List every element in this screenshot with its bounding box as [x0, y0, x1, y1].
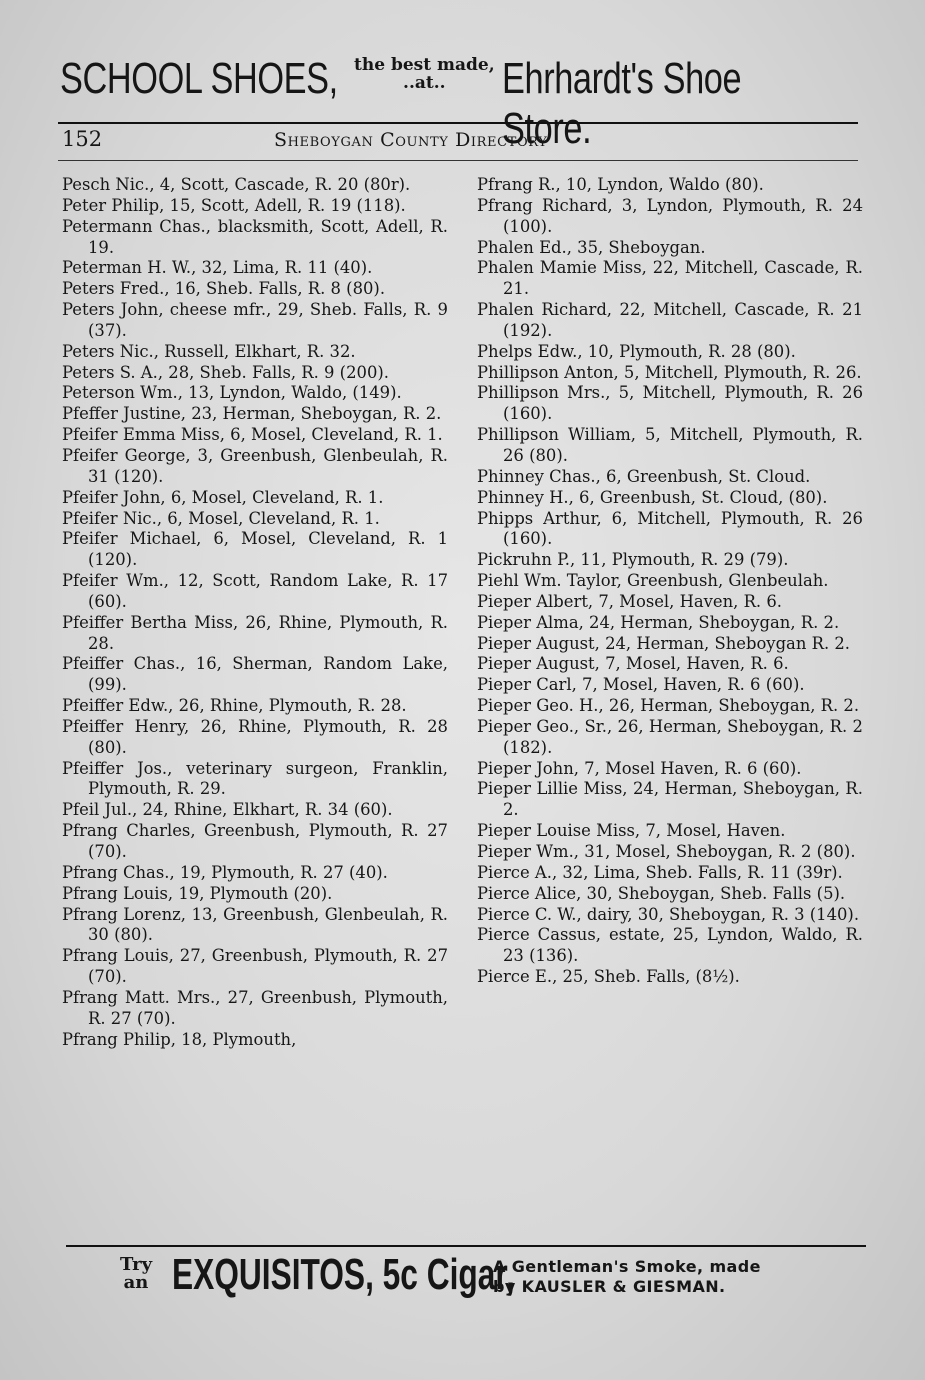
directory-entry: Pieper Carl, 7, Mosel, Haven, R. 6 (60). [477, 675, 805, 695]
directory-entry: Peters John, cheese mfr., 29, Sheb. Falls, R. 9 (37). [62, 300, 448, 340]
top-rule [58, 122, 858, 124]
directory-entry: Peters S. A., 28, Sheb. Falls, R. 9 (200). [62, 362, 389, 382]
directory-entry: Pfeil Jul., 24, Rhine, Elkhart, R. 34 (60). [62, 800, 393, 820]
directory-entry: Pieper Alma, 24, Herman, Sheboygan, R. 2. [477, 612, 840, 632]
directory-entry: Pfrang Louis, 27, Greenbush, Plymouth, R. 27 (70). [62, 946, 448, 987]
ad-try: Try [120, 1254, 153, 1275]
ad-school-shoes: SCHOOL SHOES, [60, 54, 338, 103]
directory-entry: Pieper August, 7, Mosel, Haven, R. 6. [477, 654, 789, 674]
bottom-advertisement [120, 1252, 860, 1312]
directory-entry: Pieper Louise Miss, 7, Mosel, Haven. [477, 821, 786, 841]
directory-entry: Pfrang Lorenz, 13, Greenbush, Glenbeulah, R. 30 (80). [62, 904, 448, 945]
directory-entry: Pieper Wm., 31, Mosel, Sheboygan, R. 2 (80). [477, 842, 856, 861]
directory-entry: Pfrang R., 10, Lyndon, Waldo (80). [477, 175, 764, 194]
directory-entry: Pfrang Richard, 3, Lyndon, Plymouth, R. 24 (100). [477, 195, 863, 236]
directory-entry: Pfrang Matt. Mrs., 27, Greenbush, Plymouth, R. 27 (70). [62, 987, 448, 1028]
directory-entry: Peter Philip, 15, Scott, Adell, R. 19 (118). [62, 195, 406, 215]
directory-entry: Peters Nic., Russell, Elkhart, R. 32. [62, 341, 356, 361]
ad-best-made-line2: ..at.. [403, 73, 446, 93]
ad-cigar-name: EXQUISITOS, 5c Cigar, [172, 1250, 515, 1299]
left-column [62, 175, 448, 1050]
directory-entry: Phipps Arthur, 6, Mitchell, Plymouth, R. 26 (160). [477, 508, 863, 549]
ad-best-made-line1: the best made, [354, 55, 495, 75]
page-title: Sheboygan County Directory [274, 129, 548, 151]
header-rule [58, 160, 858, 161]
directory-entry: Peterson Wm., 13, Lyndon, Waldo, (149). [62, 383, 402, 403]
directory-entry: Phalen Richard, 22, Mitchell, Cascade, R. 21 (192). [477, 300, 863, 340]
ad-an: an [123, 1272, 149, 1293]
directory-entry: Pierce E., 25, Sheb. Falls, (8½). [477, 967, 740, 987]
page-header [62, 127, 862, 157]
directory-entry: Pfeifer Wm., 12, Scott, Random Lake, R. 17 (60). [62, 571, 448, 611]
ad-maker [493, 1257, 761, 1297]
ad-store-name: Ehrhardt's Shoe Store. [502, 54, 742, 153]
directory-entry: Pfrang Louis, 19, Plymouth (20). [62, 883, 333, 903]
page-number: 152 [62, 127, 103, 151]
directory-entry: Pierce A., 32, Lima, Sheb. Falls, R. 11 (39r). [477, 862, 843, 882]
directory-entry: Pfeiffer Jos., veterinary surgeon, Franklin, Plymouth, R. 29. [62, 758, 448, 799]
directory-entry: Pieper Geo. H., 26, Herman, Sheboygan, R. 2. [477, 696, 860, 716]
directory-entry: Pfeifer John, 6, Mosel, Cleveland, R. 1. [62, 487, 384, 507]
directory-entry: Phillipson William, 5, Mitchell, Plymouth, R. 26 (80). [477, 425, 863, 465]
directory-entry: Petermann Chas., blacksmith, Scott, Adell, R. 19. [62, 216, 448, 257]
directory-entry: Pfeiffer Edw., 26, Rhine, Plymouth, R. 28. [62, 696, 407, 716]
directory-entry: Pieper John, 7, Mosel Haven, R. 6 (60). [477, 758, 802, 778]
directory-entry: Pfeffer Justine, 23, Herman, Sheboygan, R. 2. [62, 404, 442, 424]
directory-entry: Pfeiffer Bertha Miss, 26, Rhine, Plymouth, R. 28. [62, 612, 448, 653]
directory-entry: Pierce C. W., dairy, 30, Sheboygan, R. 3 (140). [477, 904, 860, 924]
directory-entry: Pfrang Chas., 19, Plymouth, R. 27 (40). [62, 862, 388, 882]
directory-entry: Pieper Albert, 7, Mosel, Haven, R. 6. [477, 591, 782, 611]
directory-entry: Pfeifer Michael, 6, Mosel, Cleveland, R. 1 (120). [62, 529, 448, 570]
directory-entry: Phalen Ed., 35, Sheboygan. [477, 237, 706, 257]
ad-maker-line1: A Gentleman's Smoke, made [493, 1257, 761, 1276]
directory-entry: Pfeifer Emma Miss, 6, Mosel, Cleveland, R. 1. [62, 425, 443, 445]
directory-entry: Pfeifer Nic., 6, Mosel, Cleveland, R. 1. [62, 508, 380, 528]
directory-entry: Pierce Alice, 30, Sheboygan, Sheb. Falls (5). [477, 883, 846, 903]
directory-entry: Pieper Lillie Miss, 24, Herman, Sheboygan, R. 2. [477, 779, 863, 820]
directory-entry: Phinney H., 6, Greenbush, St. Cloud, (80). [477, 487, 828, 507]
ad-maker-line2: by KAUSLER & GIESMAN. [493, 1277, 726, 1296]
directory-entry: Phillipson Anton, 5, Mitchell, Plymouth, R. 26. [477, 362, 862, 382]
directory-entry: Pfeifer George, 3, Greenbush, Glenbeulah, R. 31 (120). [62, 445, 448, 486]
directory-entry: Pieper Geo., Sr., 26, Herman, Sheboygan, R. 2 (182). [477, 716, 863, 757]
directory-entry: Pieper August, 24, Herman, Sheboygan R. 2. [477, 633, 850, 653]
directory-entry: Phelps Edw., 10, Plymouth, R. 28 (80). [477, 341, 796, 361]
right-column [477, 175, 863, 988]
ad-best-made [354, 56, 495, 92]
directory-entry: Pfeiffer Henry, 26, Rhine, Plymouth, R. 28 (80). [62, 716, 448, 757]
directory-entry: Pierce Cassus, estate, 25, Lyndon, Waldo, R. 23 (136). [477, 925, 863, 966]
directory-entry: Peters Fred., 16, Sheb. Falls, R. 8 (80). [62, 279, 386, 299]
directory-entry: Pfeiffer Chas., 16, Sherman, Random Lake, (99). [62, 654, 448, 695]
directory-entry: Pickruhn P., 11, Plymouth, R. 29 (79). [477, 550, 789, 570]
directory-entry: Pesch Nic., 4, Scott, Cascade, R. 20 (80r). [62, 175, 411, 194]
bottom-rule [66, 1245, 866, 1247]
directory-entry: Phinney Chas., 6, Greenbush, St. Cloud. [477, 466, 811, 486]
directory-entry: Phillipson Mrs., 5, Mitchell, Plymouth, R. 26 (160). [477, 383, 863, 424]
directory-entry: Pfrang Philip, 18, Plymouth, [62, 1029, 297, 1049]
directory-entry: Piehl Wm. Taylor, Greenbush, Glenbeulah. [477, 571, 829, 591]
directory-entry: Pfrang Charles, Greenbush, Plymouth, R. 27 (70). [62, 821, 448, 861]
ad-try-an [120, 1256, 152, 1292]
directory-entry: Peterman H. W., 32, Lima, R. 11 (40). [62, 258, 373, 278]
directory-entry: Phalen Mamie Miss, 22, Mitchell, Cascade, R. 21. [477, 258, 863, 299]
